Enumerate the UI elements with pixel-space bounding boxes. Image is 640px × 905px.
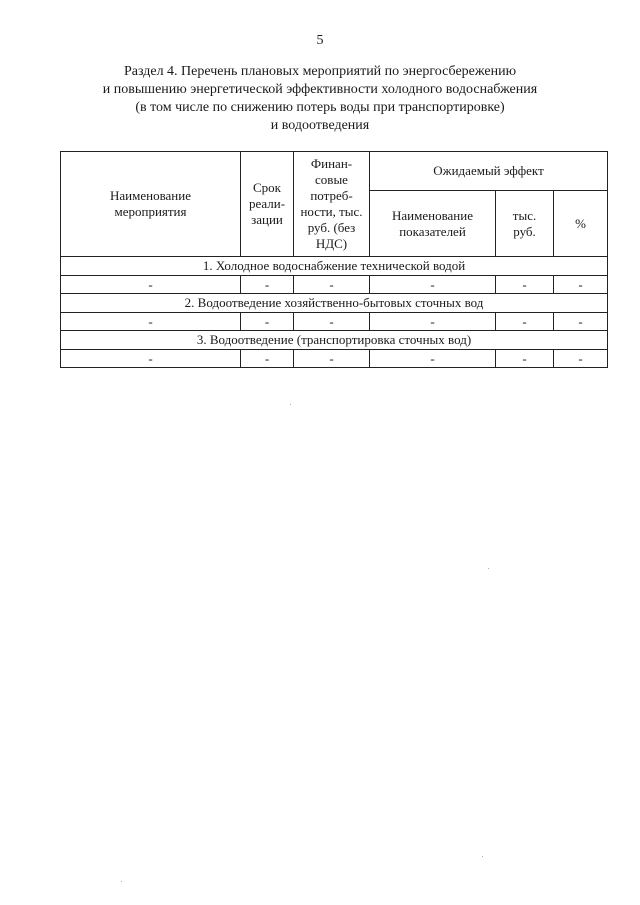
heading-line: и повышению энергетической эффективности холодного водоснабжения <box>102 82 538 97</box>
section-title: 1. Холодное водоснабжение технической водой <box>61 257 608 276</box>
heading-line: и водоотведения <box>270 118 370 133</box>
table-cell: - <box>241 350 294 368</box>
table-cell: - <box>61 313 241 331</box>
table-cell: - <box>370 313 496 331</box>
table-cell: - <box>496 350 554 368</box>
table-cell: - <box>370 276 496 294</box>
header-financial-needs: Финан-совые потреб-ности, тыс. руб. (без НДС) <box>294 152 370 257</box>
heading-line: Раздел 4. Перечень плановых мероприятий по энергосбережению <box>123 64 517 79</box>
scan-speck <box>121 881 122 882</box>
table-cell: - <box>496 276 554 294</box>
header-thousand-rub: тыс. руб. <box>496 191 554 257</box>
table-cell: - <box>294 350 370 368</box>
scan-speck <box>482 856 483 857</box>
table-cell: - <box>496 313 554 331</box>
section-title: 2. Водоотведение хозяйственно-бытовых сточных вод <box>61 294 608 313</box>
header-percent: % <box>554 191 608 257</box>
page-number: 5 <box>316 33 324 48</box>
table-cell: - <box>294 313 370 331</box>
table-cell: - <box>241 276 294 294</box>
scan-speck <box>290 404 291 405</box>
table-cell: - <box>294 276 370 294</box>
table-cell: - <box>554 313 608 331</box>
scan-speck <box>488 568 489 569</box>
section-title: 3. Водоотведение (транспортировка сточных вод) <box>61 331 608 350</box>
table-cell: - <box>241 313 294 331</box>
header-expected-effect: Ожидаемый эффект <box>370 152 608 191</box>
header-measure-name: Наименование мероприятия <box>61 152 241 257</box>
table-cell: - <box>370 350 496 368</box>
section-heading <box>60 63 580 135</box>
table-cell: - <box>554 276 608 294</box>
table-cell: - <box>61 350 241 368</box>
table-cell: - <box>554 350 608 368</box>
table-cell: - <box>61 276 241 294</box>
header-term: Срок реали-зации <box>241 152 294 257</box>
measures-table <box>60 151 608 368</box>
heading-line: (в том числе по снижению потерь воды при транспортировке) <box>135 100 505 115</box>
header-indicator-name: Наименование показателей <box>370 191 496 257</box>
